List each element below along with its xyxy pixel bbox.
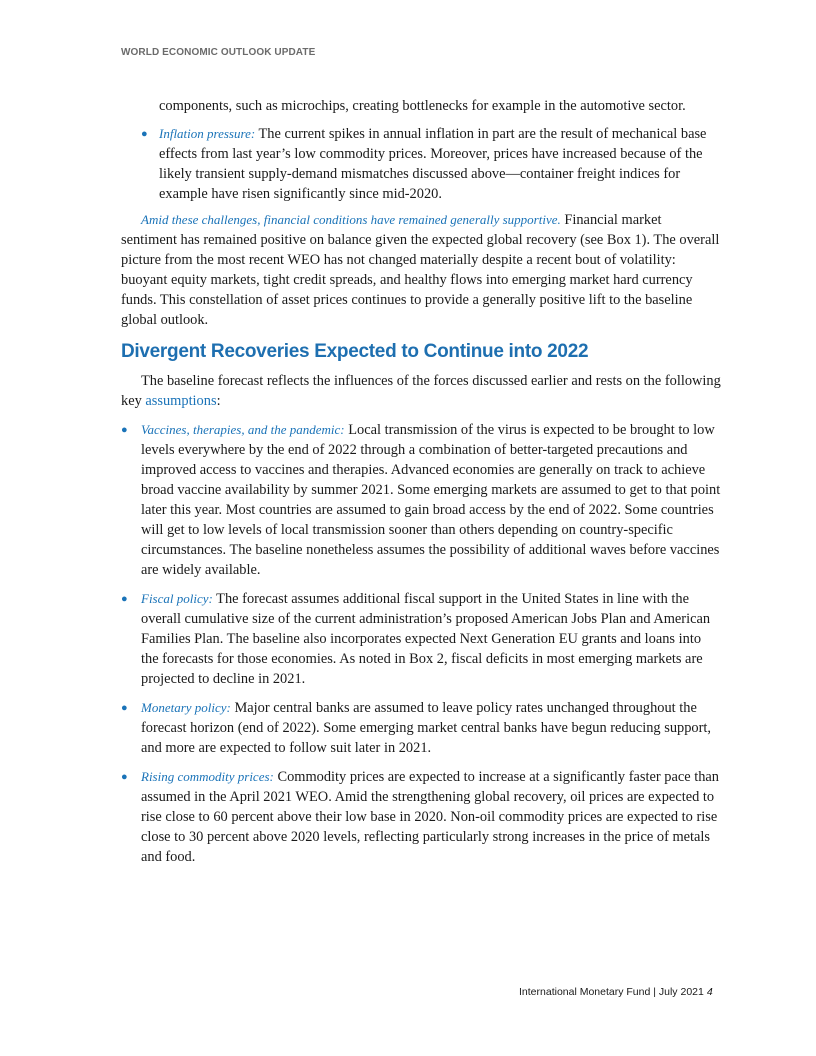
section-intro-paragraph <box>121 371 721 411</box>
financial-conditions-paragraph <box>121 210 721 330</box>
bullet-text: Commodity prices are expected to increase at a significantly faster pace than assumed in the April 2021 WEO. Amid the strengthening global recovery, oil prices are expected to rise close to 60 percent above their low base in 2020. Non-oil commodity prices are expected to rise close to 30 percent above 2020 levels, reflecting particularly strong increases in the price of metals and food. <box>141 769 720 865</box>
inflation-bullet-list <box>121 124 721 204</box>
bullet-text: Local transmission of the virus is expected to be brought to low levels everywhere by the end of 2022 through a combination of better-targeted precautions and improved access to vaccines and therapies. Advanced economies are generally on track to achieve broad vaccine availability by summer 2021. Some emerging markets are assumed to get to that point later this year. Most countries are assumed to gain broad access by the end of 2022. Some countries will get to low levels of local transmission sooner than others depending on country-specific circumstances. The baseline nonetheless assumes the possibility of additional waves before vaccines are widely available. <box>141 422 721 578</box>
bullet-lead: Vaccines, therapies, and the pandemic: <box>141 422 345 437</box>
bullet-icon: ● <box>141 128 148 140</box>
running-header: WORLD ECONOMIC OUTLOOK UPDATE <box>121 47 316 58</box>
assumptions-link[interactable]: assumptions <box>145 393 217 409</box>
paragraph-lead: Amid these challenges, financial conditions have remained generally supportive. <box>141 212 561 227</box>
page-footer <box>519 986 713 998</box>
bullet-text: Major central banks are assumed to leave policy rates unchanged throughout the forecast horizon (end of 2022). Some emerging market central banks have begun reducing support, and more are expected to follow suit later in 2021. <box>141 700 711 756</box>
bullet-lead: Fiscal policy: <box>141 591 213 606</box>
bullet-lead: Monetary policy: <box>141 700 231 715</box>
intro-text: The baseline forecast reflects the influences of the forces discussed earlier and rests on the following key <box>121 373 721 409</box>
assumptions-list <box>121 420 721 867</box>
continued-bullet-text: components, such as microchips, creating bottlenecks for example in the automotive sector. <box>159 98 686 114</box>
page-body <box>121 96 721 876</box>
bullet-icon: ● <box>121 424 128 436</box>
footer-source: International Monetary Fund | July 2021 <box>519 986 704 998</box>
list-item-inflation-pressure <box>121 124 721 204</box>
page-number: 4 <box>706 986 713 998</box>
bullet-lead: Rising commodity prices: <box>141 769 274 784</box>
bullet-icon: ● <box>121 771 128 783</box>
bullet-lead: Inflation pressure: <box>159 126 256 141</box>
bullet-text: The current spikes in annual inflation in part are the result of mechanical base effects from last year’s low commodity prices. Moreover, prices have increased because of the likely transient supply-demand mismatches discussed above—container freight indices for example have risen significantly since mid-2020. <box>159 126 707 202</box>
list-item-fiscal-policy <box>121 589 721 689</box>
list-item-monetary-policy <box>121 698 721 758</box>
section-heading: Divergent Recoveries Expected to Continue into 2022 <box>121 341 589 362</box>
list-item-vaccines <box>121 420 721 580</box>
list-item-commodity-prices <box>121 767 721 867</box>
paragraph-text: Financial market sentiment has remained positive on balance given the expected global recovery (see Box 1). The overall picture from the most recent WEO has not changed materially despite a recent bout of volatility: buoyant equity markets, tight credit spreads, and healthy flows into emerging market hard currency funds. This constellation of asset prices continues to provide a generally positive lift to the baseline global outlook. <box>121 212 720 328</box>
bullet-icon: ● <box>121 593 128 605</box>
intro-end: : <box>216 393 221 409</box>
bullet-icon: ● <box>121 702 128 714</box>
bullet-text: The forecast assumes additional fiscal support in the United States in line with the overall cumulative size of the current administration’s proposed American Jobs Plan and American Families Plan. The baseline also incorporates expected Next Generation EU grants and loans into the forecasts for those economies. As noted in Box 2, fiscal deficits in most emerging markets are projected to decline in 2021. <box>141 591 711 687</box>
